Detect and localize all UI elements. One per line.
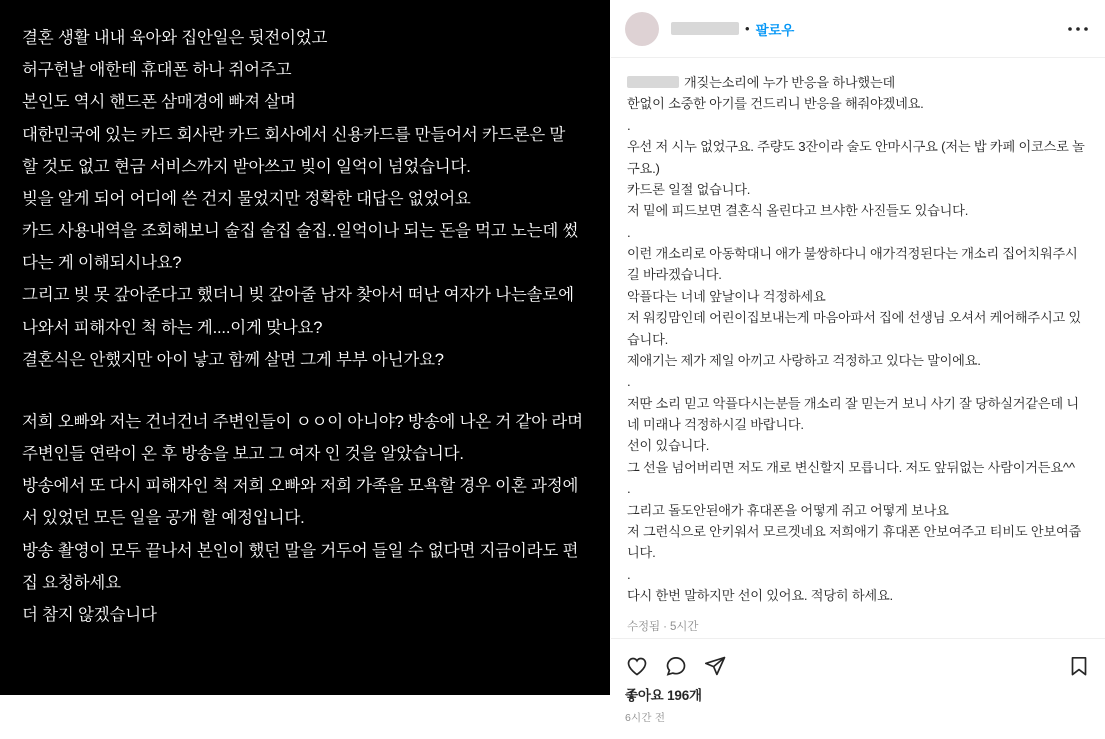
- statement-line: 카드 사용내역을 조회해보니 술집 술집 술집..일억이나 되는 돈을 먹고 노는데 썼다는 게 이해되시나요?: [22, 222, 579, 273]
- comment-icon[interactable]: [664, 654, 688, 678]
- caption-line: 우선 저 시누 없었구요. 주량도 3잔이라 술도 안마시구요 (저는 밥 카페 이코스로 놀구요.): [627, 139, 1085, 176]
- caption-line: .: [627, 481, 631, 497]
- statement-line: 대한민국에 있는 카드 회사란 카드 회사에서 신용카드를 만들어서 카드론은 말 할 것도 없고 현금 서비스까지 받아쓰고 빚이 일억이 넘었습니다.: [22, 125, 570, 176]
- statement-line: 방송 촬영이 모두 끝나서 본인이 했던 말을 거두어 들일 수 없다면 지금이라도 편집 요청하세요: [22, 541, 579, 592]
- caption-meta: 수정됨 · 5시간: [627, 621, 699, 634]
- follow-button[interactable]: 팔로우: [755, 22, 795, 38]
- share-icon[interactable]: [703, 654, 727, 678]
- caption-line: 선이 있습니다.: [627, 438, 710, 454]
- caption-line: 이런 개소리로 아동학대니 애가 불쌍하다니 애가걱정된다는 개소리 집어치워주시길 바라겠습니다.: [627, 246, 1078, 283]
- post-action-bar: [611, 638, 1105, 684]
- caption-line: .: [627, 224, 631, 240]
- statement-line: 저희 오빠와 저는 건너건너 주변인들이 ㅇㅇ이 아니야? 방송에 나온 거 같아 라며 주변인들 연락이 온 후 방송을 보고 그 여자 인 것을 알았습니다.: [22, 412, 588, 464]
- caption-line: 저 그런식으로 안키워서 모르겟네요 저희애기 휴대폰 안보여주고 티비도 안보여줍니다.: [627, 523, 1082, 561]
- caption-line: 개짖는소리에 누가 반응을 하나했는데: [684, 75, 896, 90]
- caption-line: 다시 한번 말하지만 선이 있어요. 적당히 하세요.: [627, 588, 893, 603]
- caption-line: 저딴 소리 믿고 악플다시는분들 개소리 잘 믿는거 보니 사기 잘 당하실거같은데 니네 미래나 걱정하시길 바랍니다.: [627, 395, 1079, 432]
- caption-line: 그 선을 넘어버리면 저도 개로 변신할지 모릅니다. 저도 앞뒤없는 사람이거든요^^: [627, 459, 1075, 475]
- statement-line: 본인도 역시 핸드폰 삼매경에 빠져 살며: [22, 93, 296, 112]
- bookmark-icon[interactable]: [1067, 654, 1091, 678]
- caption-line: 저 밑에 피드보면 결혼식 올린다고 브샤한 사진들도 있습니다.: [627, 203, 969, 219]
- caption-line: 그리고 돌도안된애가 휴대폰을 어떻게 쥐고 어떻게 보나요: [627, 502, 949, 518]
- caption-line: .: [627, 374, 631, 390]
- caption-line: 악플다는 너네 앞날이나 걱정하세요: [627, 288, 826, 304]
- statement-line: 결혼 생활 내내 육아와 집안일은 뒷전이었고: [22, 29, 328, 47]
- avatar[interactable]: [625, 12, 659, 46]
- post-header: [611, 0, 1105, 58]
- caption-line: 카드론 일절 없습니다.: [627, 181, 751, 197]
- statement-line: 그리고 빚 못 갚아준다고 했더니 빚 갚아줄 남자 찾아서 떠난 여자가 나는솔로에 나와서 피해자인 척 하는 게....이게 맞나요?: [22, 286, 579, 337]
- caption-line: .: [627, 566, 631, 582]
- statement-line: 결혼식은 안했지만 아이 낳고 함께 살면 그게 부부 아닌가요?: [22, 350, 444, 369]
- post-caption: [611, 58, 1105, 638]
- heart-icon[interactable]: [625, 654, 649, 678]
- post-panel: [610, 0, 1105, 725]
- separator-dot: •: [745, 21, 750, 36]
- statement-line: 방송에서 또 다시 피해자인 척 저희 오빠와 저희 가족을 모욕할 경우 이혼 과정에서 있었던 모든 일을 공개 할 예정입니다.: [22, 477, 579, 528]
- caption-first-line: [627, 72, 1089, 93]
- caption-line: 제애기는 제가 제일 아끼고 사랑하고 걱정하고 있다는 말이에요.: [627, 352, 981, 368]
- caption-line: 저 워킹맘인데 어린이집보내는게 마음아파서 집에 선생님 오셔서 케어해주시고 있습니다.: [627, 310, 1082, 347]
- statement-line: 빚을 알게 되어 어디에 쓴 건지 물었지만 정확한 대답은 없었어요: [22, 189, 471, 208]
- statement-line: 더 참지 않겠습니다: [22, 605, 157, 624]
- caption-line: 한없이 소중한 아기를 건드리니 반응을 해줘야겠네요.: [627, 96, 924, 112]
- username-redacted[interactable]: [671, 22, 739, 35]
- post-timestamp: 6시간 전: [625, 712, 666, 725]
- caption-line: .: [627, 117, 631, 133]
- statement-line: 허구헌날 애한테 휴대폰 하나 쥐어주고: [22, 61, 292, 80]
- like-count[interactable]: 좋아요 196개: [625, 688, 702, 704]
- username-redacted-inline[interactable]: [627, 76, 679, 88]
- more-options-icon[interactable]: [1065, 26, 1091, 32]
- post-author-area: [671, 19, 1065, 39]
